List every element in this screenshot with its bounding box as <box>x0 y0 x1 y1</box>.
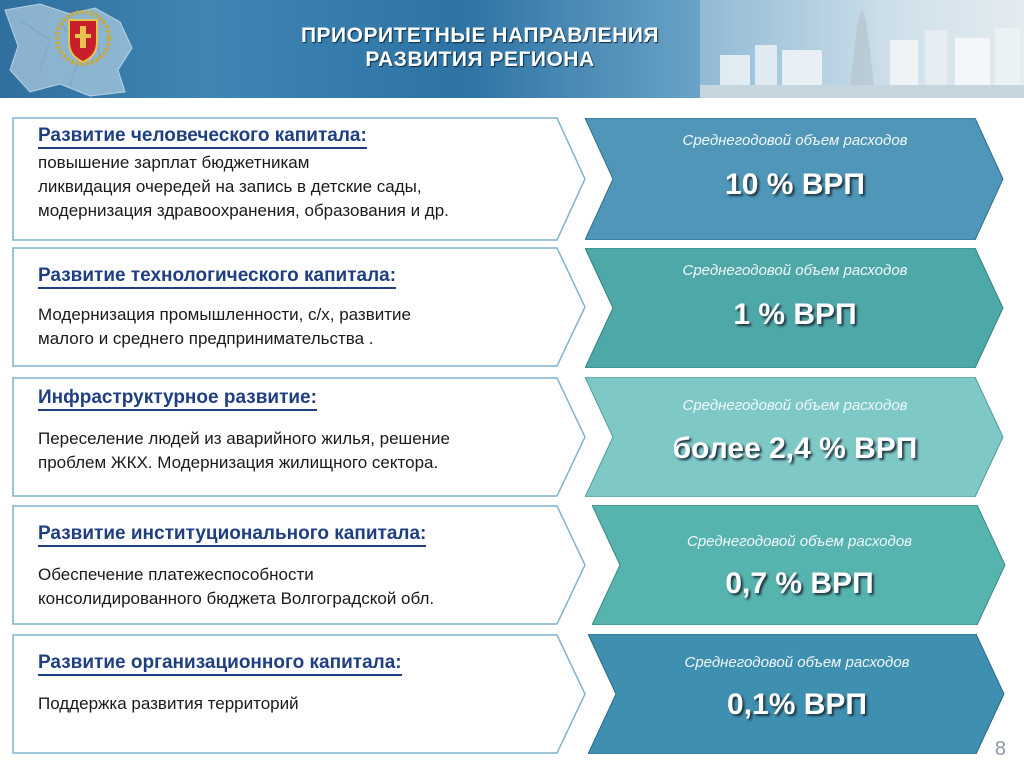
arrow-shape <box>592 505 1007 625</box>
row-institutional-capital <box>12 505 587 625</box>
row-text-line: консолидированного бюджета Волгоградской обл. <box>38 589 435 608</box>
row-title: Развитие человеческого капитала: <box>38 125 367 149</box>
arrow-organizational-capital <box>588 634 1006 754</box>
arrow-label: Среднегодовой объем расходов <box>682 132 908 149</box>
row-text-line: Поддержка развития территорий <box>38 694 299 713</box>
slide-title <box>200 24 760 72</box>
row-text-line: Обеспечение платежеспособности <box>38 565 314 584</box>
arrow-label: Среднегодовой объем расходов <box>682 262 908 279</box>
arrow-human-capital <box>585 118 1005 240</box>
arrow-tech-capital <box>585 248 1005 368</box>
row-text-line: Переселение людей из аварийного жилья, решение <box>38 429 450 448</box>
row-text-line: проблем ЖКХ. Модернизация жилищного сектора. <box>38 453 439 472</box>
arrow-value: 10 % ВРП <box>725 168 865 201</box>
row-title: Развитие организационного капитала: <box>38 652 402 676</box>
row-text-line: ликвидация очередей на запись в детские сады, <box>38 177 422 196</box>
arrow-infrastructure <box>585 377 1005 497</box>
arrow-label: Среднегодовой объем расходов <box>686 533 912 550</box>
row-title: Развитие институционального капитала: <box>38 523 426 547</box>
row-description <box>38 151 578 223</box>
title-line-2: РАЗВИТИЯ РЕГИОНА <box>365 48 595 71</box>
arrow-value: более 2,4 % ВРП <box>672 432 918 465</box>
page-number: 8 <box>994 738 1006 760</box>
coat-of-arms-icon <box>55 8 111 68</box>
row-text-line: повышение зарплат бюджетникам <box>38 153 310 172</box>
row-description <box>38 563 578 611</box>
row-title: Инфраструктурное развитие: <box>38 387 317 411</box>
title-line-1: ПРИОРИТЕТНЫЕ НАПРАВЛЕНИЯ <box>300 24 660 47</box>
row-title: Развитие технологического капитала: <box>38 265 396 289</box>
arrow-label: Среднегодовой объем расходов <box>682 397 908 414</box>
row-organizational-capital <box>12 634 587 754</box>
row-text-line: малого и среднего предпринимательства . <box>38 329 374 348</box>
row-text-line: Модернизация промышленности, с/х, развитие <box>38 305 411 324</box>
row-tech-capital <box>12 247 587 367</box>
arrow-value: 0,1% ВРП <box>727 688 867 721</box>
arrow-label: Среднегодовой объем расходов <box>684 654 910 671</box>
row-description <box>38 427 578 475</box>
row-human-capital <box>12 117 587 241</box>
arrow-institutional-capital <box>592 505 1007 625</box>
slide-header <box>0 0 1024 98</box>
row-infrastructure <box>12 377 587 497</box>
row-description <box>38 303 578 351</box>
row-text-line: модернизация здравоохранения, образования и др. <box>38 201 449 220</box>
row-description <box>38 692 578 716</box>
arrow-value: 1 % ВРП <box>733 298 857 331</box>
arrow-value: 0,7 % ВРП <box>725 567 874 600</box>
